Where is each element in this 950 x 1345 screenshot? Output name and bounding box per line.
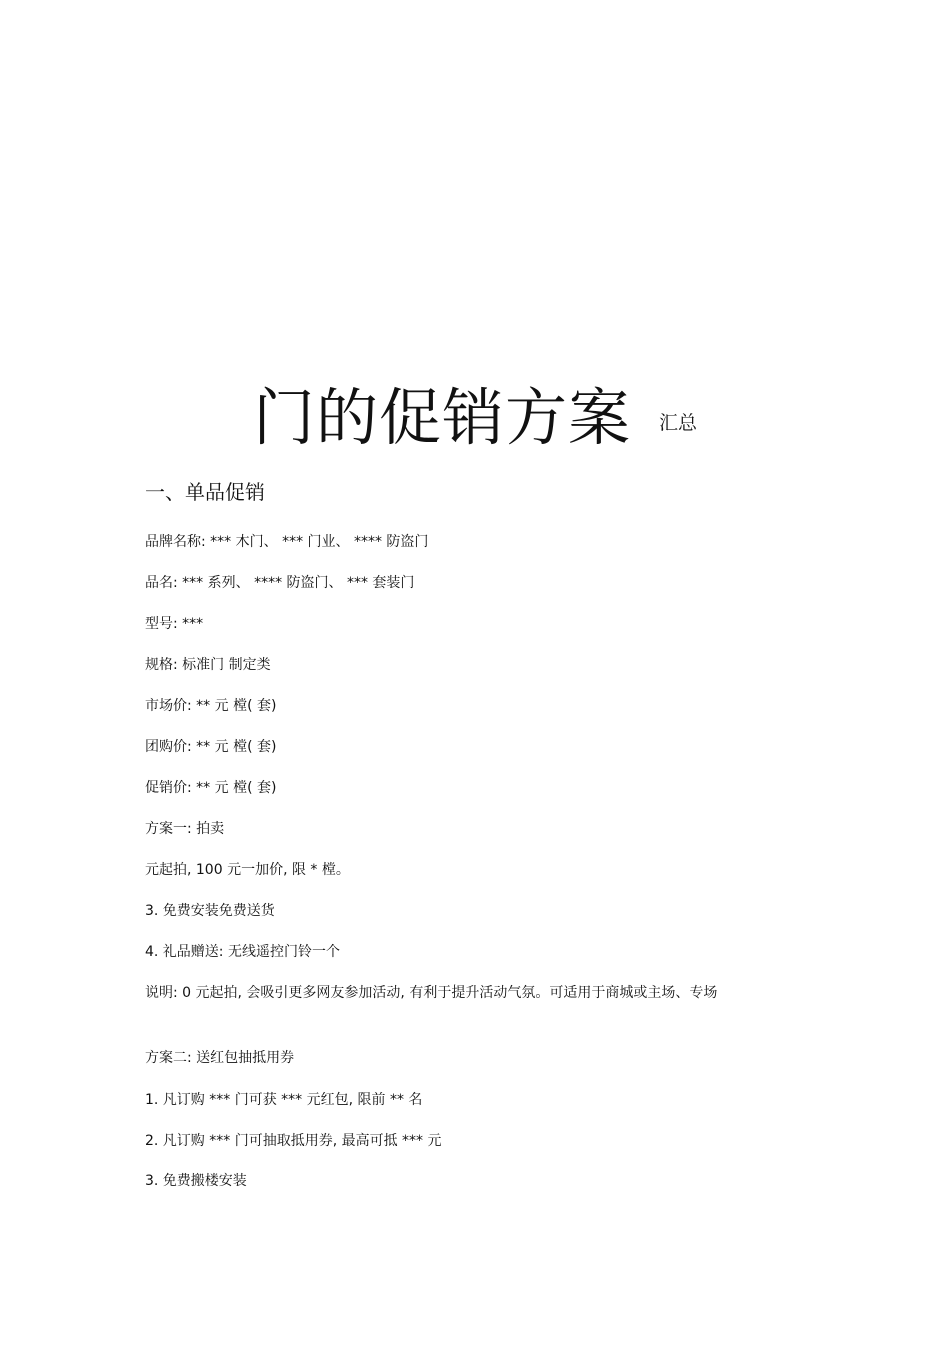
plan-one-line: 方案一: 拍卖	[145, 821, 225, 837]
gift-line: 4. 礼品赠送: 无线遥控门铃一个	[145, 944, 340, 960]
spec-line: 规格: 标准门 制定类	[145, 657, 271, 673]
document-title: 门的促销方案	[252, 381, 631, 454]
model-line: 型号: ***	[145, 616, 204, 632]
promo-price-line: 促销价: ** 元 樘( 套)	[145, 780, 277, 796]
product-name-line: 品名: *** 系列、 **** 防盗门、 *** 套装门	[145, 575, 415, 591]
plan-two-item-3: 3. 免费搬楼安装	[145, 1173, 247, 1189]
plan-two-item-2: 2. 凡订购 *** 门可抽取抵用券, 最高可抵 *** 元	[145, 1133, 442, 1149]
market-price-line: 市场价: ** 元 樘( 套)	[145, 698, 277, 714]
free-install-line: 3. 免费安装免费送货	[145, 903, 275, 919]
brand-name-line: 品牌名称: *** 木门、 *** 门业、 **** 防盗门	[145, 534, 429, 550]
auction-start-line: 元起拍, 100 元一加价, 限 * 樘。	[145, 862, 350, 878]
note-line: 说明: 0 元起拍, 会吸引更多网友参加活动, 有利于提升活动气氛。可适用于商城或主场、专场	[145, 985, 718, 1001]
group-price-line: 团购价: ** 元 樘( 套)	[145, 739, 277, 755]
section-heading-single-product: 一、单品促销	[145, 480, 265, 504]
plan-two-line: 方案二: 送红包抽抵用券	[145, 1050, 295, 1066]
document-title-suffix: 汇总	[659, 412, 698, 434]
plan-two-item-1: 1. 凡订购 *** 门可获 *** 元红包, 限前 ** 名	[145, 1092, 423, 1108]
document-title-block	[0, 368, 950, 457]
